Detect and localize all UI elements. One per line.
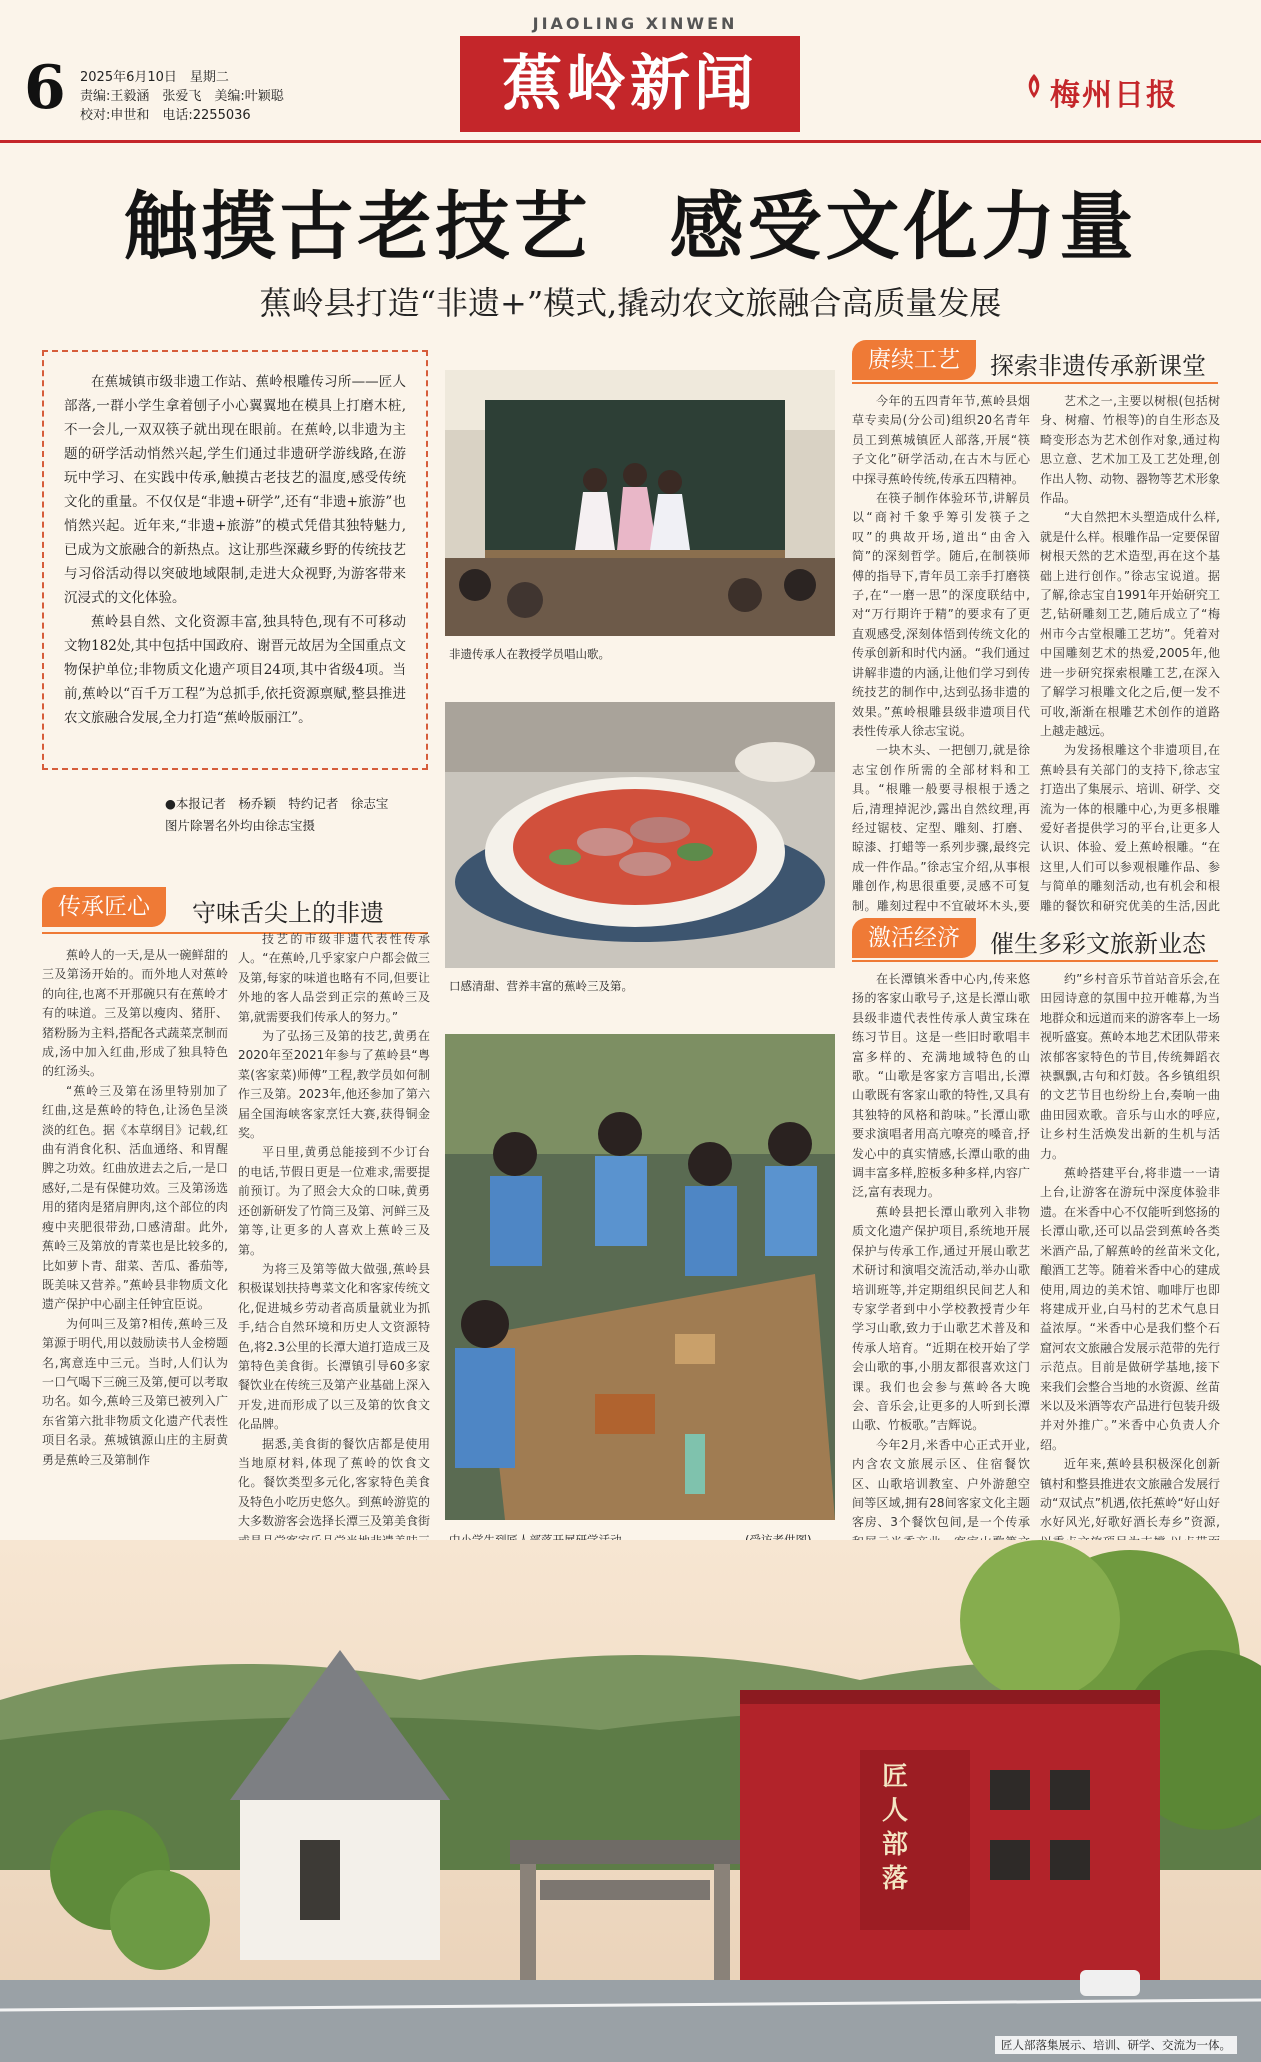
- text-column: 蕉岭人的一天,是从一碗鲜甜的三及第汤开始的。而外地人对蕉岭的向往,也离不开那碗只有在蕉岭才有的味道。三及第以瘦肉、猪肝、猪粉肠为主料,搭配各式蔬菜烹制而成,汤中加入红曲,形成了独具特色的红汤头。 “蕉岭三及第在汤里特别加了红曲,这是蕉岭的特色,让汤色呈淡淡的红色。据《本草纲目》记载,红曲有消食化积、活血通络、和胃醒脾之功效。红曲放进去之后,一是口感好,二是有保健功效。三及第汤选用的猪肉是猪肩胛肉,这个部位的肉瘦中夹肥很带劲,口感清甜。此外,蕉岭三及第放的青菜也是比较多的,比如萝卜青、甜菜、苦瓜、番茄等,既美味又营养。”蕉岭县非物质文化遗产保护中心副主任钟宜臣说。 为何叫三及第?相传,蕉岭三及第源于明代,用以鼓励读书人金榜题名,寓意连中三元。当时,人们认为一口气喝下三碗三及第,便可以考取功名。如今,蕉岭三及第已被列入广东省第六批非物质文化遗产代表性项目名录。蕉城镇源山庄的主厨黄勇是蕉岭三及第制作: [42, 948, 228, 1467]
- section-logo: 蕉岭新闻: [460, 36, 800, 132]
- edition-meta: [80, 68, 284, 125]
- page-headline: 触摸古老技艺 感受文化力量: [123, 184, 1138, 270]
- photo-craftsman-village: [0, 1540, 1261, 2062]
- text-column: 在长潭镇米香中心内,传来悠扬的客家山歌号子,这是长潭山歌县级非遗代表性传承人黄宝珠在练习节目。这是一些旧时歌唱丰富多样的、充满地域特色的山歌。“山歌是客家方言唱出,长潭山歌既有客家山歌的特性,又具有其独特的风格和韵味。”长潭山歌要求演唱者用高亢嘹亮的嗓音,抒发心中的真实情感,长潭山歌的曲调丰富多样,腔板多种多样,内容广泛,富有表现力。 蕉岭县把长潭山歌列入非物质文化遗产保护项目,系统地开展保护与传承工作,通过开展山歌艺术研讨和演唱交流活动,举办山歌培训班等,并定期组织民间艺人和专家学者到中小学校教授青少年学习山歌,致力于山歌艺术普及和传承人培育。“近期在校开始了学会山歌的事,小朋友都很喜欢这门课。我们也会参与蕉岭各大晚会、音乐会,让更多的人听到长潭山歌、竹板歌。”吉辉说。 今年2月,米香中心正式开业,内含农文旅展示区、住宿餐饮区、山歌培训教室、户外游憩空间等区域,拥有28间客家文化主题客房、3个餐饮包间,是一个传承: [852, 972, 1030, 1530]
- section-pinyin: JIAOLING XINWEN: [532, 14, 738, 33]
- date-line: 2025年6月10日 星期二: [80, 70, 229, 85]
- intro-box: [42, 350, 428, 770]
- page-number: 6: [24, 53, 66, 123]
- section-tag: 激活经济: [852, 918, 976, 958]
- text-column: 艺术之一,主要以树根(包括树身、树瘤、竹根等)的自生形态及畸变形态为艺术创作对象,通过构思立意、艺术加工及工艺处理,创作出人物、动物、器物等艺术形象作品。 “大自然把木头塑造成什么样,就是什么样。根雕作品一定要保留树根天然的艺术造型,再在这个基础上进行创作。”徐志宝说道。据了解,徐志宝自1991年开始研究工艺,钻研雕刻工艺,随后成立了“梅州市今古堂根雕工艺坊”。凭着对中国雕刻艺术的热爱,2005年,他进一步研究探索根雕工艺,在深入了解学习根雕文化之后,便一发不可收,渐渐在根雕艺术创作的道路上越走越远。 为发扬根雕这个非遗项目,在蕉岭县有关部门的支持下,徐志宝打造出了集展示、培训、研学、交流为一体的根雕中心,为更多根雕爱好者提供学习的平台,让更多人认识、体验、爱上蕉岭根雕。“在这里,人们可以参观根雕作品、参与简单的雕刻活动,也有机会和根雕的餐饮和研究优美的生活,因此: [1040, 394, 1220, 912]
- section-title: 守味舌尖上的非遗: [192, 899, 384, 927]
- editor-line: 责编:王毅涵 张爱飞 美编:叶颖聪: [80, 89, 284, 104]
- section-tag: 赓续工艺: [852, 340, 976, 380]
- intro-paragraph: 在蕉城镇市级非遗工作站、蕉岭根雕传习所——匠人部落,一群小学生拿着刨子小心翼翼地在模具上打磨木桩,不一会儿,一双双筷子就出现在眼前。在蕉岭,以非遗为主题的研学活动悄然兴起,学生们通过非遗研学游线路,在游玩中学习、在实践中传承,触摸古老技艺的温度,感受传统文化的重量。不仅仅是“非遗+研学”,还有“非遗+旅游”也悄然兴起。近年来,“非遗+旅游”的模式凭借其独特魅力,已成为文旅融合的新热点。这让那些深藏乡野的传统技艺与习俗活动得以突破地域限制,走进大众视野,为游客带来沉浸式的文化体验。: [64, 374, 406, 606]
- photo-caption: 非遗传承人在教授学员唱山歌。: [449, 647, 610, 661]
- photo-caption: 口感清甜、营养丰富的蕉岭三及第。: [449, 979, 633, 993]
- text-column: 技艺的市级非遗代表性传承人。“在蕉岭,几乎家家户户都会做三及第,每家的味道也略有不同,但要让外地的客人品尝到正宗的蕉岭三及第,就需要我们传承人的努力。” 为了弘扬三及第的技艺,黄勇在2020年至2021年参与了蕉岭县“粤菜(客家菜)师傅”工程,教学员如何制作三及第。2023年,他还参加了第六届全国海峡客家烹饪大赛,获得铜金奖。 平日里,黄勇总能接到不少订台的电话,节假日更是一位难求,需要提前预订。为了照会大众的口味,黄勇还创新研发了竹筒三及第、河鲜三及第等,让更多的人喜欢上蕉岭三及第。 为将三及第等做大做强,蕉岭县积极谋划扶持粤菜文化和客家传统文化,促进城乡劳动者高质量就业为抓手,结合自然环境和历史人文资源特色,将2.3公里的长潭大道打造成三及第特色美食街。长潭镇引导60多家餐饮业在传统三及第产业基础上深入开发,进而形成了以三及第的饮食文化品牌。 据悉,美食街的餐饮店都是使用当地原材料,体现了蕉岭的饮食文化。餐饮类型多元化,客家特色美食及特色小吃历史悠久。到蕉岭游览的大多数游客会选择长潭三及第美食街: [238, 932, 430, 1529]
- photo-credit: 图片除署名外均由徐志宝摄: [165, 818, 316, 833]
- section-rule: [852, 382, 1218, 384]
- section-title: 探索非遗传承新课堂: [990, 352, 1206, 380]
- text-column: 约”乡村音乐节首站音乐会,在田园诗意的氛围中拉开帷幕,为当地群众和远道而来的游客奉上一场视听盛宴。蕉岭本地艺术团队带来浓郁客家特色的节目,传统舞蹈衣袂飘飘,古句和灯鼓。各乡镇组织的文艺节目也纷纷上台,奏响一曲曲田园欢歌。音乐与山水的呼应,让乡村生活焕发出新的生机与活力。 蕉岭搭建平台,将非遗一一请上台,让游客在游玩中深度体验非遗。在米香中心不仅能听到悠扬的长潭山歌,还可以品尝到蕉岭各类米酒产品,了解蕉岭的丝苗米文化,酿酒工艺等。随着米香中心的建成使用,周边的美术馆、咖啡厅也即将建成开业,白马村的艺术气息日益浓厚。“米香中心是我们整个石窟河农文旅融合发展示范带的先行示范点。目前是做研学基地,接下来我们会整合当地的水资源、丝苗米以及米酒等农产品进行包装升级并对外推广。”米香中心负责人介绍。 近年来,蕉岭县积极深化创新镇村和整县推进农文旅融合发展行动“双试点”机遇,依托蕉岭“好山好水好风光,好歌好酒长寿乡”资源,: [1040, 972, 1220, 1530]
- photo-caption: 匠人部落集展示、培训、研学、交流为一体。: [995, 2036, 1237, 2054]
- intro-paragraph: 蕉岭县自然、文化资源丰富,独具特色,现有不可移动文物182处,其中包括中国政府、谢晋元故居为全国重点文物保护单位;非物质文化遗产项目24项,其中省级4项。当前,蕉岭以“百千万工程”为总抓手,依托资源禀赋,整县推进农文旅融合发展,全力打造“蕉岭版丽江”。: [64, 614, 406, 726]
- proof-line: 校对:申世和 电话:2255036: [80, 108, 251, 123]
- reporter-credit: ●本报记者 杨乔颖 特约记者 徐志宝: [165, 796, 389, 811]
- masthead-rule: [0, 140, 1261, 143]
- plum-blossom-icon: [1022, 72, 1046, 100]
- building-sign: 匠人部落: [881, 1762, 908, 1894]
- section-title: 催生多彩文旅新业态: [990, 930, 1206, 958]
- paper-brand: 梅州日报: [1050, 78, 1178, 113]
- photo-folk-song-class: [445, 370, 835, 636]
- text-column: 今年的五四青年节,蕉岭县烟草专卖局(分公司)组织20名青年员工到蕉城镇匠人部落,开展“筷子文化”研学活动,在古木与匠心中探寻蕉岭传统,传承五四精神。 在筷子制作体验环节,讲解员以“商衬千象乎筹引发筷子之叹”的典故开场,道出“由舍入简”的深刻哲学。随后,在制筷师傅的指导下,青年员工亲手打磨筷子,在“一磨一思”的深度联结中,对“万行期许于精”的要求有了更直观感受,深刻体悟到传统文化的传承创新和时代内涵。“我们通过讲解非遗的内涵,让他们学习到传统技艺的制作中,达到弘扬非遗的效果。”蕉岭根雕县级非遗项目代表性传承人徐志宝说。 一块木头、一把刨刀,就是徐志宝创作所需的全部材料和工具。“根雕一般要寻根根于透之后,清理掉泥沙,露出自然纹理,再经过锯枝、定型、雕刻、打磨、晾漆、打蜡等一系列步骤,最终完成一件作品。”徐志宝介绍,从事根雕创作,构思很重要,灵感不可复制。雕刻过程中不宜破坏木头,要: [852, 394, 1030, 912]
- section-rule: [852, 960, 1218, 962]
- byline: [165, 793, 388, 837]
- page-subheadline: 蕉岭县打造“非遗+”模式,撬动农文旅融合高质量发展: [259, 284, 1002, 322]
- photo-sanjidi-soup: [445, 702, 835, 968]
- section-tag: 传承匠心: [42, 887, 166, 927]
- photo-study-tour: [445, 1034, 835, 1520]
